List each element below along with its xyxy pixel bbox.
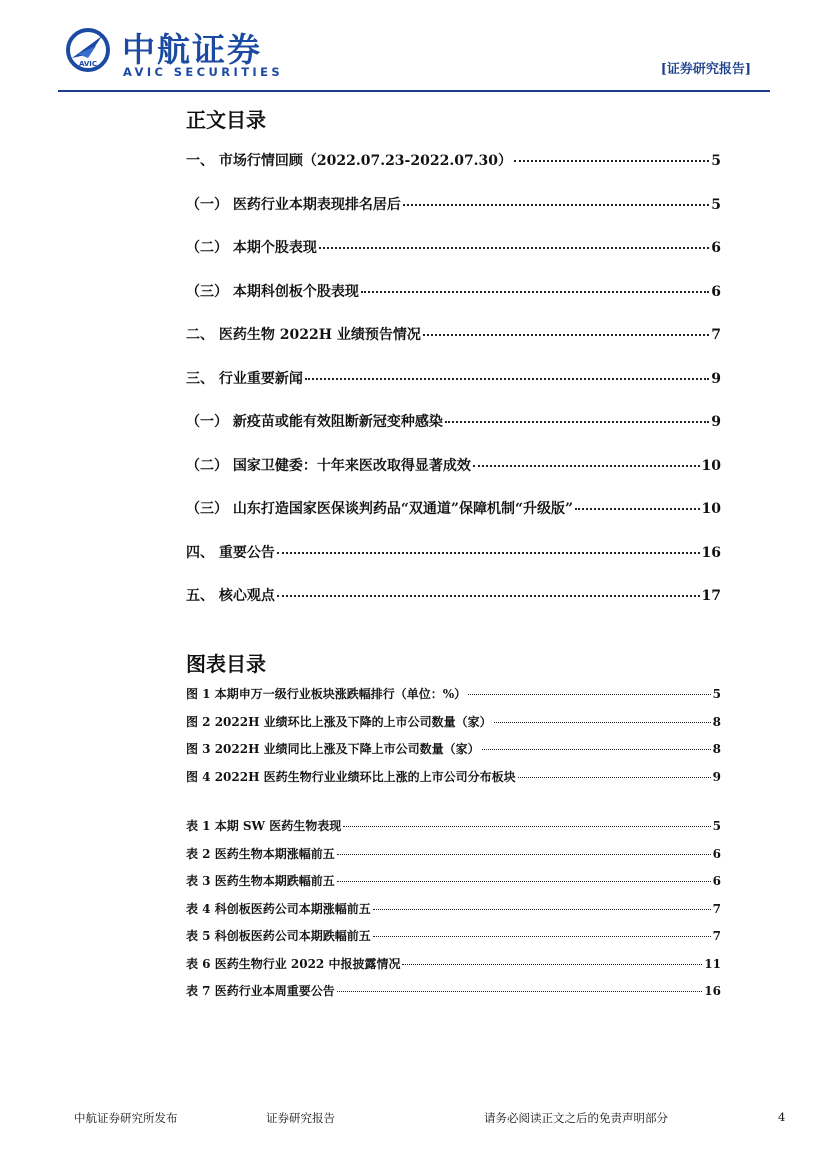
table-entry-label: 表 3 医药生物本期跌幅前五: [186, 874, 335, 888]
toc-entry-page: 9: [711, 370, 721, 387]
table-entry-label: 表 2 医药生物本期涨幅前五: [186, 846, 335, 861]
dot-leader: [305, 378, 709, 380]
table-entry[interactable]: [186, 845, 721, 862]
header-divider: [58, 90, 770, 92]
toc-entry-label: 三、 行业重要新闻: [186, 370, 303, 387]
dot-leader: [445, 421, 709, 423]
toc-entry[interactable]: [186, 281, 721, 301]
footer-publisher: 中航证券研究所发布: [74, 1111, 178, 1125]
dot-leader: [337, 991, 703, 992]
table-entry-page: 16: [704, 984, 721, 998]
dot-leader: [343, 826, 710, 827]
dot-leader: [373, 936, 711, 937]
chart-entry[interactable]: [186, 685, 721, 702]
logo-text: AVIC: [78, 60, 98, 68]
dot-leader: [277, 552, 700, 554]
brand-name-en: AVIC SECURITIES: [123, 65, 284, 79]
toc-entry-page: 6: [711, 240, 721, 256]
table-entry[interactable]: [186, 982, 721, 999]
dot-leader: [337, 854, 711, 855]
toc-entry-label: （三） 山东打造国家医保谈判药品“双通道”保障机制“升级版”: [186, 501, 574, 517]
toc-entry[interactable]: [186, 585, 721, 605]
dot-leader: [403, 204, 709, 206]
chart-entry[interactable]: [186, 740, 721, 757]
toc-entry-page: 10: [701, 501, 721, 517]
chart-entry[interactable]: [186, 713, 721, 730]
toc-entry-label: （三） 本期科创板个股表现: [186, 283, 359, 300]
toc-entry-page: 6: [711, 283, 721, 300]
dot-leader: [361, 291, 709, 293]
chart-entry-page: 8: [712, 742, 721, 756]
toc-entry-page: 5: [711, 153, 721, 169]
table-entry[interactable]: [186, 817, 721, 834]
chart-entry-page: 5: [712, 687, 721, 701]
toc-entry-label: （一） 医药行业本期表现排名居后: [186, 196, 401, 213]
dot-leader: [494, 722, 711, 723]
dot-leader: [575, 508, 699, 510]
toc-entry-page: 10: [701, 457, 721, 474]
chart-entry-page: 9: [712, 769, 721, 784]
dot-leader: [337, 881, 711, 882]
toc-entry[interactable]: [186, 150, 721, 170]
chart-entry-label: 图 3 2022H 业绩同比上涨及下降上市公司数量（家）: [186, 742, 480, 756]
toc-entry-page: 16: [701, 544, 721, 561]
table-entry-label: 表 5 科创板医药公司本期跌幅前五: [186, 929, 371, 943]
toc-entry-page: 17: [701, 588, 721, 604]
table-entry-page: 6: [712, 846, 721, 861]
toc-entry-label: （二） 本期个股表现: [186, 240, 317, 256]
report-type-tag: [证券研究报告]: [660, 62, 751, 77]
table-entry[interactable]: [186, 900, 721, 917]
table-entry[interactable]: [186, 872, 721, 889]
dot-leader: [277, 595, 700, 597]
table-entry-label: 表 1 本期 SW 医药生物表现: [186, 819, 342, 833]
table-entry-page: 11: [704, 956, 721, 971]
table-entry-label: 表 6 医药生物行业 2022 中报披露情况: [186, 956, 401, 971]
toc-title: 正文目录: [186, 108, 266, 132]
table-entry-label: 表 7 医药行业本周重要公告: [186, 984, 335, 998]
chart-entry-label: 图 2 2022H 业绩环比上涨及下降的上市公司数量（家）: [186, 714, 492, 729]
dot-leader: [402, 964, 702, 965]
toc-entry[interactable]: [186, 455, 721, 475]
table-entry-label: 表 4 科创板医药公司本期涨幅前五: [186, 901, 371, 916]
table-entry-page: 6: [712, 874, 721, 888]
dot-leader: [319, 247, 709, 249]
table-entry-page: 5: [712, 819, 721, 833]
toc-entry[interactable]: [186, 498, 721, 518]
toc-entry[interactable]: [186, 542, 721, 562]
dot-leader: [518, 777, 711, 778]
dot-leader: [482, 749, 711, 750]
chart-entry-label: 图 1 本期申万一级行业板块涨跌幅排行（单位：%）: [186, 687, 467, 701]
toc-entry[interactable]: [186, 194, 721, 214]
table-entry[interactable]: [186, 955, 721, 972]
avic-logo-icon: [66, 28, 110, 72]
toc-entry[interactable]: [186, 368, 721, 388]
chart-entry-label: 图 4 2022H 医药生物行业业绩环比上涨的上市公司分布板块: [186, 769, 516, 784]
brand-name-cn: 中航证券: [122, 30, 262, 69]
toc-entry[interactable]: [186, 324, 721, 344]
page-number: 4: [778, 1110, 786, 1124]
toc-entry-label: （二） 国家卫健委：十年来医改取得显著成效: [186, 457, 471, 474]
table-entry[interactable]: [186, 927, 721, 944]
chart-entry-page: 8: [712, 714, 721, 729]
footer-doc-type: 证券研究报告: [266, 1111, 335, 1125]
toc-entry-label: 二、 医药生物 2022H 业绩预告情况: [186, 327, 421, 343]
figures-title: 图表目录: [186, 652, 266, 676]
dot-leader: [468, 694, 711, 695]
chart-entry[interactable]: [186, 768, 721, 785]
page-header: [0, 0, 827, 95]
toc-entry-label: （一） 新疫苗或能有效阻断新冠变种感染: [186, 414, 443, 430]
table-entry-page: 7: [712, 901, 721, 916]
dot-leader: [423, 334, 709, 336]
toc-entry[interactable]: [186, 411, 721, 431]
toc-entry-label: 一、 市场行情回顾（2022.07.23-2022.07.30）: [186, 153, 513, 169]
toc-entry-label: 四、 重要公告: [186, 544, 275, 561]
toc-entry-page: 5: [711, 196, 721, 213]
table-entry-page: 7: [712, 929, 721, 943]
dot-leader: [473, 465, 700, 467]
toc-entry-page: 9: [711, 414, 721, 430]
dot-leader: [373, 909, 711, 910]
dot-leader: [514, 160, 709, 162]
toc-entry-label: 五、 核心观点: [186, 588, 275, 604]
toc-entry-page: 7: [711, 327, 721, 343]
toc-entry[interactable]: [186, 237, 721, 257]
footer-disclaimer: 请务必阅读正文之后的免责声明部分: [484, 1111, 668, 1125]
